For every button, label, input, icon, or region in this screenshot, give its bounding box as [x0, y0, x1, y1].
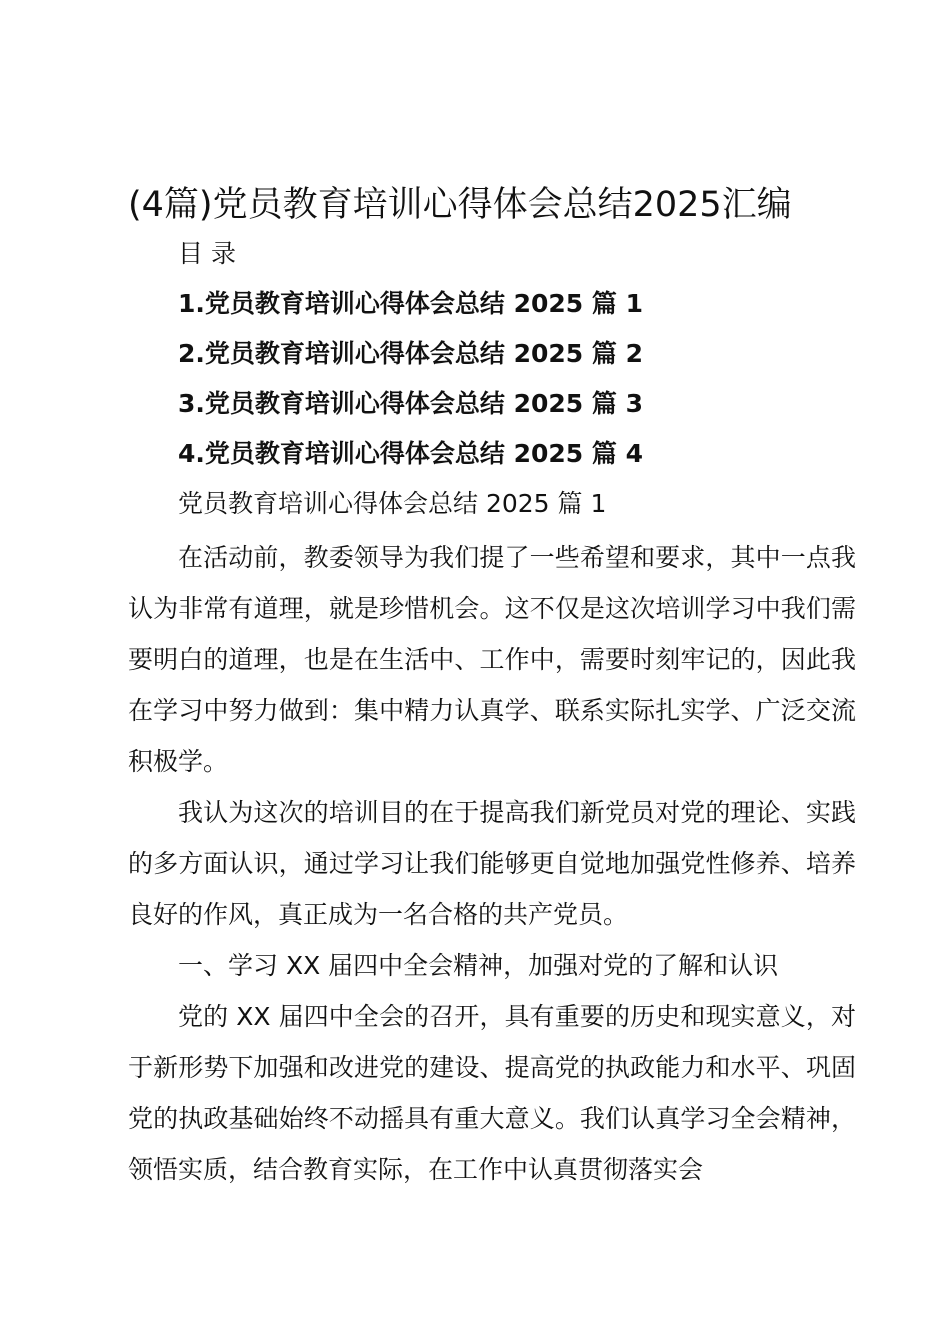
toc-item-2[interactable]: 2.党员教育培训心得体会总结 2025 篇 2 — [178, 339, 643, 368]
section-heading: 党员教育培训心得体会总结 2025 篇 1 — [178, 489, 607, 518]
table-of-contents — [178, 286, 643, 486]
body-paragraph-3: 党的 XX 届四中全会的召开，具有重要的历史和现实意义，对于新形势下加强和改进党的建设、提高党的执政能力和水平、巩固党的执政基础始终不动摇具有重大意义。我们认真学习全会精神，领悟实质，结合教育实际，在工作中认真贯彻落实会 — [128, 1002, 856, 1184]
subheading-paragraph: 一、学习 XX 届四中全会精神，加强对党的了解和认识 — [178, 951, 779, 980]
body-paragraph-2: 我认为这次的培训目的在于提高我们新党员对党的理论、实践的多方面认识，通过学习让我们能够更自觉地加强党性修养、培养良好的作风，真正成为一名合格的共产党员。 — [128, 798, 856, 929]
toc-heading: 目 录 — [178, 239, 236, 268]
document-title: (4篇)党员教育培训心得体会总结2025汇编 — [128, 185, 792, 225]
toc-item-3[interactable]: 3.党员教育培训心得体会总结 2025 篇 3 — [178, 389, 643, 418]
toc-item-1[interactable]: 1.党员教育培训心得体会总结 2025 篇 1 — [178, 289, 643, 318]
document-body — [128, 532, 856, 1195]
body-paragraph-1: 在活动前，教委领导为我们提了一些希望和要求，其中一点我认为非常有道理，就是珍惜机会。这不仅是这次培训学习中我们需要明白的道理，也是在生活中、工作中，需要时刻牢记的，因此我在学习中努力做到：集中精力认真学、联系实际扎实学、广泛交流积极学。 — [128, 543, 856, 776]
toc-item-4[interactable]: 4.党员教育培训心得体会总结 2025 篇 4 — [178, 439, 643, 468]
